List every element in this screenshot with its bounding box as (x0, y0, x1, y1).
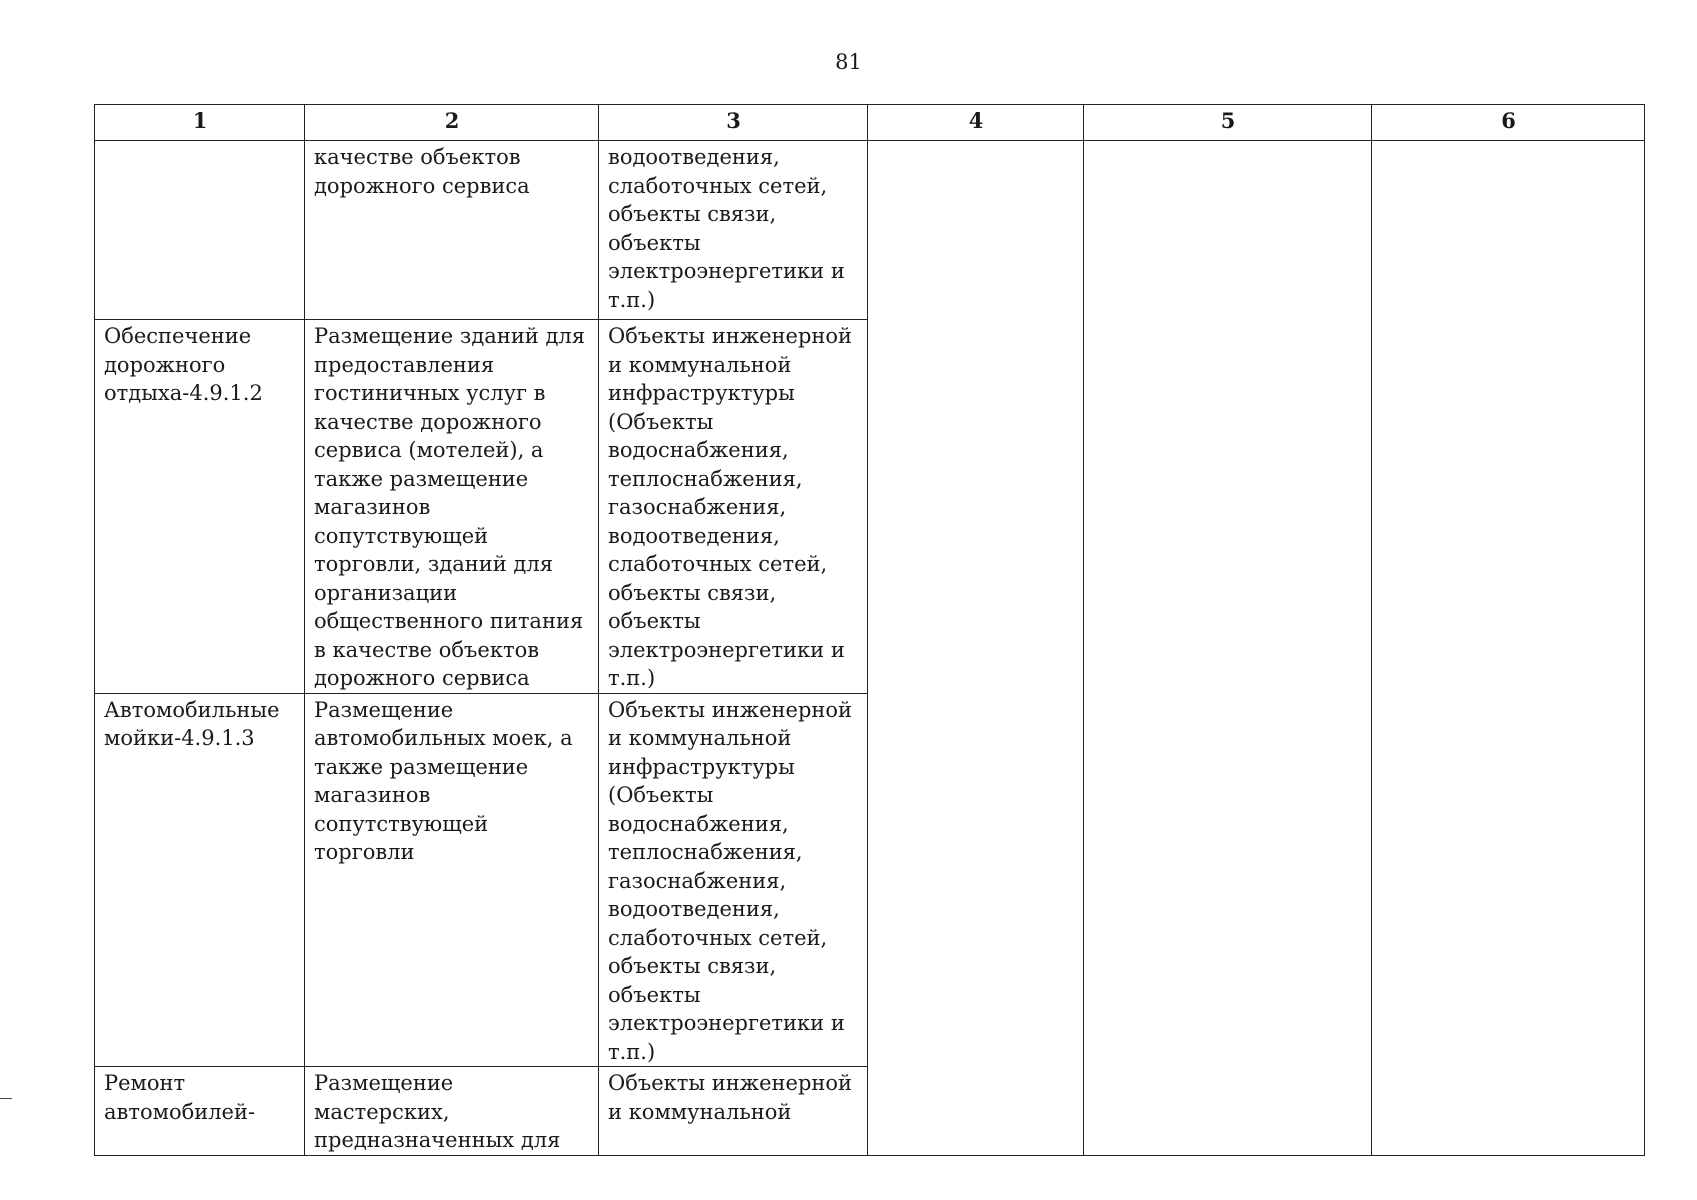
table-header-row (95, 105, 1645, 141)
land-use-table (94, 104, 1645, 1156)
empty-cell-col5 (1084, 320, 1372, 694)
use-type-cell: Ремонт автомобилей- (95, 1067, 305, 1156)
empty-cell-col5 (1084, 1067, 1372, 1156)
column-header-6: 6 (1372, 105, 1645, 141)
infrastructure-cell: водоотведения, слаботочных сетей, объекты связи, объекты электроэнергетики и т.п.) (599, 141, 868, 320)
margin-mark (0, 1098, 12, 1099)
infrastructure-cell: Объекты инженерной и коммунальной инфраструктуры (Объекты водоснабжения, теплоснабжения, газоснабжения, водоотведения, слаботочных сетей, объекты связи, объекты электроэнергетики и т.п.) (599, 320, 868, 694)
column-header-2: 2 (305, 105, 599, 141)
use-description-cell: Размещение автомобильных моек, а также размещение магазинов сопутствующей торговли (305, 693, 599, 1067)
empty-cell-col4 (868, 320, 1084, 694)
use-type-cell: Автомобильные мойки-4.9.1.3 (95, 693, 305, 1067)
empty-cell-col6 (1372, 1067, 1645, 1156)
use-type-cell: Обеспечение дорожного отдыха-4.9.1.2 (95, 320, 305, 694)
table-row (95, 1067, 1645, 1156)
use-description-cell: Размещение мастерских, предназначенных для (305, 1067, 599, 1156)
column-header-5: 5 (1084, 105, 1372, 141)
empty-cell-col4 (868, 1067, 1084, 1156)
use-description-cell: Размещение зданий для предоставления гостиничных услуг в качестве дорожного сервиса (мотелей), а также размещение магазинов сопутствующей торговли, зданий для организации общественного питания в качестве объектов дорожного сервиса (305, 320, 599, 694)
empty-cell-col6 (1372, 320, 1645, 694)
empty-cell-col5 (1084, 141, 1372, 320)
column-header-4: 4 (868, 105, 1084, 141)
infrastructure-cell: Объекты инженерной и коммунальной (599, 1067, 868, 1156)
column-header-3: 3 (599, 105, 868, 141)
page-number: 81 (835, 50, 862, 74)
use-description-cell: качестве объектов дорожного сервиса (305, 141, 599, 320)
table-row (95, 693, 1645, 1067)
use-type-cell (95, 141, 305, 320)
infrastructure-cell: Объекты инженерной и коммунальной инфраструктуры (Объекты водоснабжения, теплоснабжения, газоснабжения, водоотведения, слаботочных сетей, объекты связи, объекты электроэнергетики и т.п.) (599, 693, 868, 1067)
empty-cell-col5 (1084, 693, 1372, 1067)
empty-cell-col4 (868, 693, 1084, 1067)
empty-cell-col4 (868, 141, 1084, 320)
table-row (95, 320, 1645, 694)
empty-cell-col6 (1372, 141, 1645, 320)
table-row (95, 141, 1645, 320)
empty-cell-col6 (1372, 693, 1645, 1067)
column-header-1: 1 (95, 105, 305, 141)
